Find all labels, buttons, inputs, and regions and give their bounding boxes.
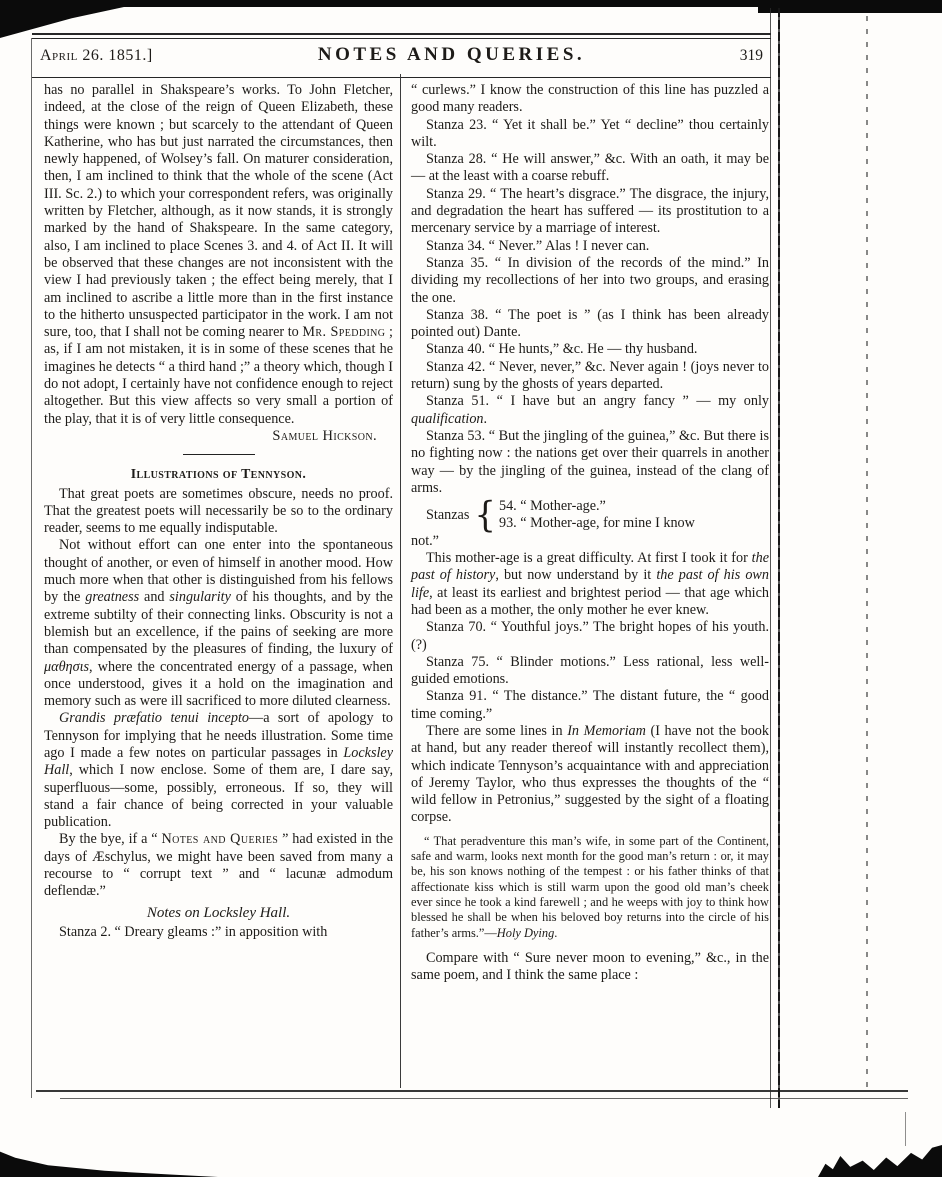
scan-noise-streak [866, 16, 868, 1090]
page-number: 319 [739, 47, 763, 64]
scan-artifact-bottom-left-shadow [0, 1146, 218, 1177]
article-paragraph: Stanza 35. “ In division of the records of the mind.” In dividing my recollections of her into two groups, and erasing the one. [411, 254, 769, 306]
article-paragraph: Grandis præfatio tenui incepto—a sort of apology to Tennyson for implying that he needs illustration. Some time ago I made a few notes on particular passages in Locksley Hall, which I now enclose. Some of them are, I dare say, superfluous—some, possibly, erroneous. If so, they will stand a fair chance of being corrected in your valuable publication. [44, 710, 394, 831]
issue-date: April 26. 1851.] [40, 47, 153, 64]
article-paragraph: Stanza 53. “ But the jingling of the guinea,” &c. But there is no fighting now : the nations get over their quarrels in another way — by the jingling of the guinea, instead of the clang of arms. [411, 427, 769, 496]
right-column-lower [411, 550, 769, 984]
brace-line-2: 93. “ Mother-age, for mine I know [498, 515, 695, 532]
quote-paragraph: “ That peradventure this man’s wife, in some part of the Continent, safe and warm, looks next month for the good man’s return : or, it may be, his son knows nothing of the tempest : or his father thinks of that affectionate kiss which is still warm upon the good old man’s cheek ever since he took a kind farewell ; and he weeps with joy to think how blessed he shall be when his beloved boy returns into the circle of his father’s arms.”—Holy Dying. [411, 833, 769, 940]
signature: Samuel Hickson. [272, 427, 377, 444]
masthead-row [32, 42, 771, 77]
text-block [32, 74, 771, 1088]
section-heading: Illustrations of Tennyson. [130, 466, 307, 482]
article-paragraph: Stanza 70. “ Youthful joys.” The bright hopes of his youth. (?) [411, 619, 769, 653]
brace-icon: { [474, 494, 496, 537]
rule [32, 38, 771, 39]
article-paragraph: Stanza 23. “ Yet it shall be.” Yet “ decline” thou certainly wilt. [411, 116, 769, 150]
article-paragraph: Stanza 75. “ Blinder motions.” Less rational, less well-guided emotions. [411, 653, 769, 688]
stanza-brace-group [411, 494, 769, 537]
page-bottom-rule-secondary [60, 1098, 908, 1099]
brace-lines [499, 498, 695, 533]
article-paragraph: has no parallel in Shakspeare’s works. To John Fletcher, indeed, at the close of the reign of Queen Elizabeth, these things were known ; but scarcely to the attendant of Queen Katherine, who has but just narrated the circumstances, then newly happened, of Wolsey’s fall. On maturer consideration, then, I am inclined to think that the whole of the scene (Act III. Sc. 2.) to which your correspondent refers, was originally written by Fletcher, although, as it now stands, it is strongly marked by the hand of Shakspeare. In the same category, also, I am inclined to place Scenes 3. and 4. of Act II. It will be observed that these changes are not inconsistent with the view I had previously taken ; the effect being merely, that I am inclined to ascribe a little more than in the first instance to the hitherto unsuspected participator in the work. I am not sure, too, that I shall not be coming nearer to Mr. Spedding ; as, if I am not mistaken, it is in some of these scenes that he imagines he detects “ a third hand ;” a theory which, though I do not adopt, I certainly have not confidence enough to reject altogether. But this view affects so very small a portion of the play, that it is of very little consequence. [44, 82, 393, 427]
article-paragraph: Stanza 42. “ Never, never,” &c. Never again ! (joys never to return) sung by the ghosts of years departed. [411, 358, 769, 393]
article-paragraph: Stanza 28. “ He will answer,” &c. With an oath, it may be — at the least with a coarse rebuff. [411, 151, 769, 185]
article-paragraph: “ curlews.” I know the construction of this line has puzzled a good many readers. [411, 82, 769, 116]
article-paragraph: There are some lines in In Memoriam (I have not the book at hand, but any reader thereof will instantly recollect them), which indicate Tennyson’s acquaintance with and appreciation of Jeremy Taylor, who thus expresses the thoughts of the “ wild fellow in Petronius,” suggested by the sight of a floating corpse. [411, 722, 769, 826]
article-paragraph: Stanza 51. “ I have but an angry fancy ” — my only qualification. [411, 393, 769, 427]
article-paragraph: This mother-age is a great difficulty. At first I took it for the past of history, but now understand by it the past of his own life, at least its earliest and brightest period — that age which had been as a mother, the only mother he ever knew. [411, 550, 769, 618]
publication-title: NOTES AND QUERIES. [317, 44, 586, 65]
article-paragraph: Not without effort can one enter into the spontaneous thought of another, or even of himself in another mood. How much more when that other is distinguished from his fellows by the greatness and singularity of his thoughts, and by the extreme subtilty of their connecting links. Obscurity is not a blemish but an excellence, if the pains of seeking are more than compensated by the pleasures of finding, the luxury of μαθησιs, where the concentrated energy of a passage, when once understood, gives it a hold on the imagination and memory such as were ill sacrificed to more diluted clearness. [44, 537, 393, 710]
article-paragraph: Stanza 91. “ The distance.” The distant future, the “ good time coming.” [411, 688, 769, 722]
article-paragraph: Stanza 29. “ The heart’s disgrace.” The disgrace, the injury, and degradation the heart has suffered — its prostitution to a mercenary service by a marriage of interest. [411, 185, 769, 237]
masthead-top-rules [32, 33, 771, 39]
article-paragraph: Stanza 40. “ He hunts,” &c. He — thy husband. [426, 341, 698, 358]
article-paragraph: Stanza 34. “ Never.” Alas ! I never can. [426, 237, 650, 254]
article-paragraph: That great poets are sometimes obscure, needs no proof. That the greatest poets will necessarily be so to the ordinary reader, seems to me equally indisputable. [44, 485, 393, 537]
scan-artifact-top-bar-right [758, 0, 942, 13]
scan-artifact-tick [905, 1112, 906, 1146]
divider-rule [183, 454, 255, 455]
page-edge-line-dark [778, 8, 780, 1108]
scan-artifact-bottom-right-shadow [818, 1138, 942, 1177]
article-paragraph: By the bye, if a “ Notes and Queries ” had existed in the days of Æschylus, we might have been saved from many a recourse to “ corrupt text ” and “ lacunæ admodum deflendæ.” [44, 831, 393, 900]
article-paragraph: Stanza 2. “ Dreary gleams :” in apposition with [59, 923, 328, 940]
brace-line-1: 54. “ Mother-age.” [498, 498, 606, 515]
left-column [32, 74, 401, 1088]
article-paragraph: Compare with “ Sure never moon to evening,” &c., in the same poem, and I think the same place : [411, 949, 769, 984]
article-paragraph: Stanza 38. “ The poet is ” (as I think has been already pointed out) Dante. [411, 306, 769, 341]
right-column-upper [411, 82, 769, 497]
right-column [401, 74, 771, 1088]
masthead [32, 33, 771, 78]
rule [32, 33, 771, 35]
sub-heading: Notes on Locksley Hall. [146, 904, 291, 921]
brace-continuation: not.” [411, 532, 439, 549]
brace-label: Stanzas [426, 506, 470, 523]
